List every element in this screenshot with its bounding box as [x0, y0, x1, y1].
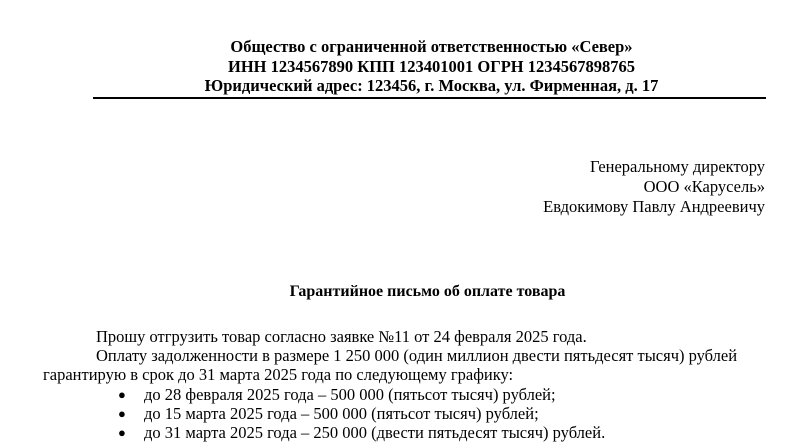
- schedule-item: [43, 385, 764, 404]
- bullet-icon: ●: [118, 425, 126, 441]
- addressee-name: Евдокимову Павлу Андреевичу: [543, 197, 765, 216]
- schedule-item-text: до 28 февраля 2025 года – 500 000 (пятьсот тысяч) рублей;: [144, 384, 556, 404]
- letter-body: [43, 327, 764, 442]
- guarantee-paragraph-line1: Оплату задолженности в размере 1 250 000 (один миллион двести пятьдесят тысяч) рублей: [96, 346, 738, 366]
- schedule-item-text: до 15 марта 2025 года – 500 000 (пятьсот тысяч) рублей;: [144, 403, 539, 423]
- company-address: Юридический адрес: 123456, г. Москва, ул. Фирменная, д. 17: [204, 76, 659, 95]
- request-paragraph: Прошу отгрузить товар согласно заявке №11 от 24 февраля 2025 года.: [96, 327, 587, 346]
- schedule-item: [43, 423, 764, 442]
- addressee-organization: ООО «Карусель»: [643, 177, 765, 196]
- company-name: Общество с ограниченной ответственностью «Север»: [230, 37, 633, 56]
- schedule-item: [43, 404, 764, 423]
- bullet-icon: ●: [118, 386, 126, 402]
- letterhead-divider: [93, 97, 766, 99]
- payment-schedule: [43, 385, 764, 443]
- schedule-item-text: до 31 марта 2025 года – 250 000 (двести пятьдесят тысяч) рублей.: [144, 423, 606, 443]
- addressee-block: [543, 157, 765, 217]
- guarantee-paragraph-line2: гарантирую в срок до 31 марта 2025 года по следующему графику:: [43, 365, 514, 385]
- document-title: Гарантийное письмо об оплате товара: [289, 283, 566, 300]
- company-registration: ИНН 1234567890 КПП 123401001 ОГРН 1234567898765: [227, 56, 635, 76]
- addressee-position: Генеральному директору: [590, 157, 765, 176]
- letterhead: [0, 37, 811, 96]
- bullet-icon: ●: [118, 405, 126, 421]
